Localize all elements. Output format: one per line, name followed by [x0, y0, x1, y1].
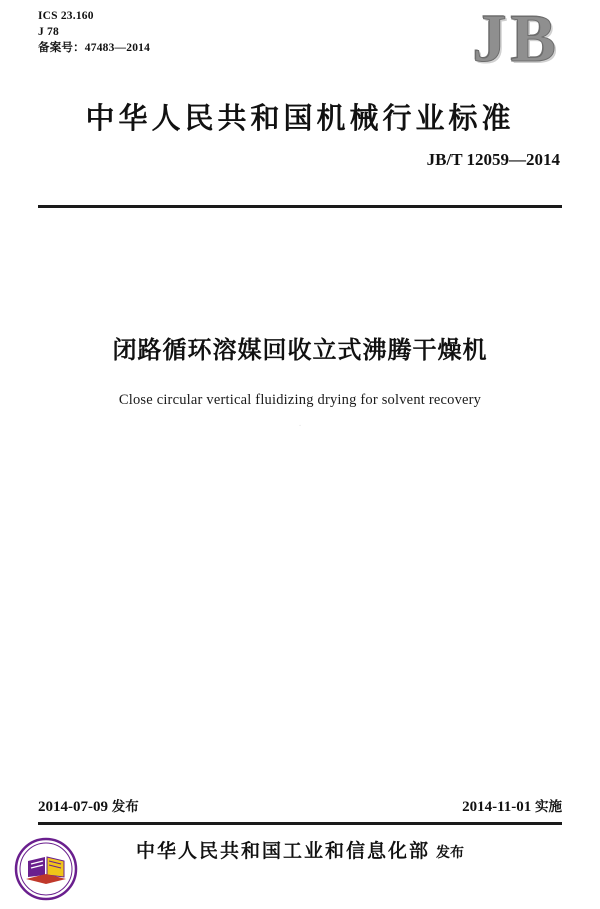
- header-codes: [38, 8, 150, 56]
- issue-date-label: 发布: [111, 799, 139, 815]
- date-row: [38, 795, 562, 816]
- book-emblem-icon: [14, 837, 78, 901]
- issue-date: [38, 795, 139, 816]
- effective-date: [462, 795, 562, 816]
- series-title: 中华人民共和国机械行业标准: [85, 101, 515, 135]
- issue-date-value: 2014-07-09: [38, 799, 108, 815]
- issuer: [0, 836, 600, 863]
- divider-bottom: [38, 822, 562, 825]
- effective-date-value: 2014-11-01: [462, 799, 532, 815]
- jb-logo: JB: [472, 0, 560, 76]
- record-number: 备案号：47483—2014: [38, 42, 151, 54]
- document-title-cn: 闭路循环溶媒回收立式沸腾干燥机: [112, 336, 488, 364]
- classification-code: J 78: [38, 26, 59, 38]
- divider-top: [38, 205, 562, 208]
- standard-number: JB/T 12059—2014: [426, 150, 560, 169]
- issuer-name: 中华人民共和国工业和信息化部: [135, 840, 430, 862]
- faint-mark: ·: [298, 420, 302, 431]
- effective-date-label: 实施: [535, 799, 562, 815]
- ics-code: ICS 23.160: [38, 10, 94, 22]
- issuer-suffix: 发布: [436, 845, 464, 861]
- document-title-en: Close circular vertical fluidizing drying for solvent recovery: [118, 392, 482, 408]
